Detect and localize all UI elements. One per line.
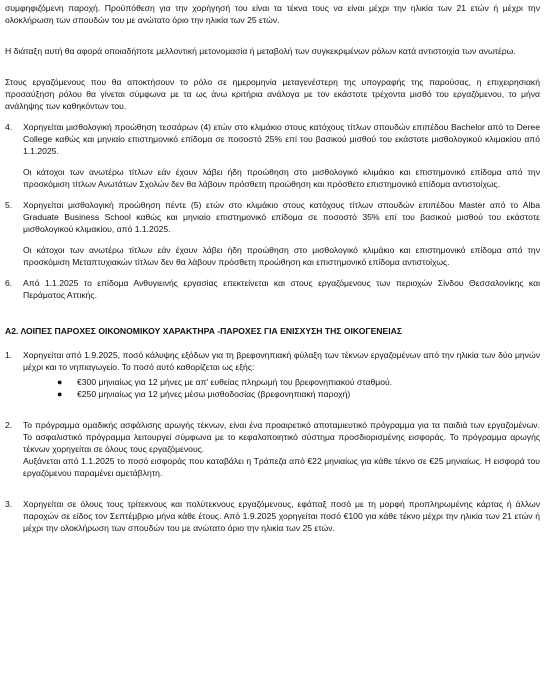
list-item-text: Από 1.1.2025 το επίδομα Ανθυγιεινής εργασίας επεκτείνεται και στους εργαζόμενους των περιοχών Σίνδου Θεσσαλονίκης και Περάματος Αττικής. <box>23 278 540 300</box>
list-number: 6. <box>5 278 13 288</box>
list-number: 4. <box>5 122 13 132</box>
list-item-note: Οι κάτοχοι των ανωτέρω τίτλων εάν έχουν λάβει ήδη προώθηση στο μισθολογικό κλιμάκιο και επιστημονικό επίδομα από την προσκόμιση Μεταπτυχιακών τίτλων δεν θα λάβουν πρόσθετη προώθηση και επιστημονικό επίδομα αντιστοίχως. <box>23 245 540 267</box>
list-item-text: Χορηγείται μισθολογική προώθηση τεσσάρων (4) ετών στο κλιμάκιο στους κατόχους τίτλων σπουδών επιπέδου Bachelor από το Deree College καθώς και μηνιαίο επιστημονικό επίδομα σε ποσοστό 25% επί του βασικού μισθού του εκάστοτε μισθολογικού κλιμακίου από 1.1.2025. <box>23 122 540 156</box>
list-item-text: Χορηγείται σε όλους τους τρίτεκνους και πολύτεκνους εργαζόμενους, εφάπαξ ποσό με τη μορφή προπληρωμένης κάρτας ή άλλων παροχών σε είδος τον Σεπτέμβριο μήνα κάθε έτους. Από 1.9.2025 χορηγείται ποσό €100 για κάθε τέκνο μέχρι την ηλικία των 21 ετών ή μέχρι την ολοκλήρωση των σπουδών του με ανώτατο όριο την ηλικία των 25 ετών. <box>23 499 540 533</box>
list-item-note: Οι κάτοχοι των ανωτέρω τίτλων εάν έχουν λάβει ήδη προώθηση στο μισθολογικό κλιμάκιο και επιστημονικό επίδομα από την προσκόμιση τίτλων Ανωτάτων Σχολών δεν θα λάβουν πρόσθετη προώθηση και πρόσθετο επιστημονικό επίδομα αντιστοίχως. <box>23 167 540 189</box>
bullet-icon: ● <box>57 389 63 399</box>
bullet-item: ● €300 μηνιαίως για 12 μήνες με απ' ευθείας πληρωμή του βρεφονηπιακού σταθμού. <box>57 377 393 387</box>
list-item-6 <box>5 277 540 301</box>
intro-paragraph-2: Η διάταξη αυτή θα αφορά οποιαδήποτε μελλοντική μετονομασία ή μεταβολή των συγκεκριμένων ρόλων κατά αντιστοιχία των ανωτέρω. <box>5 46 516 56</box>
section-item-2 <box>5 419 540 479</box>
list-item-4 <box>5 121 540 190</box>
section-item-1 <box>5 349 540 400</box>
list-number: 2. <box>5 420 13 430</box>
bullet-item: ● €250 μηνιαίως για 12 μήνες μέσω μισθοδοσίας (βρεφονηπιακή παροχή) <box>57 389 351 399</box>
list-item-5 <box>5 199 540 268</box>
list-item-text: Χορηγείται από 1.9.2025, ποσό κάλυψης εξόδων για τη βρεφονηπιακή φύλαξη των τέκνων εργαζομένων από την ηλικία των δύο μηνών μέχρι και το νηπιαγωγείο. Το ποσό αυτό καθορίζεται ως εξής: <box>23 350 540 372</box>
list-number: 3. <box>5 499 13 509</box>
list-number: 1. <box>5 350 13 360</box>
list-item-text: Χορηγείται μισθολογική προώθηση πέντε (5) ετών στο κλιμάκιο στους κατόχους τίτλων σπουδών επιπέδου Master από το Alba Graduate Business School καθώς και μηνιαίο επιστημονικό επίδομα σε ποσοστό 35% επί του βασικού μισθού του εκάστοτε μισθολογικού κλιμακίου, από 1.1.2025. <box>23 200 540 234</box>
list-item-text: Το πρόγραμμα ομαδικής ασφάλισης αρωγής τέκνων, είναι ένα προαιρετικό αποταμιευτικό πρόγραμμα για τα παιδιά των εργαζομένων. Το ασφαλιστικό πρόγραμμα λειτουργεί σύμφωνα με το κεφαλοποιητικό σύστημα προσδιορισμένης εισφοράς. Το πρόγραμμα αρωγής τέκνων χορηγείται σε όλους τους εργαζόμενους. <box>23 420 540 454</box>
section-item-3 <box>5 498 540 534</box>
list-item-text-continued: Αυξάνεται από 1.1.2025 το ποσό εισφοράς που καταβάλει η Τράπεζα από €22 μηνιαίως για κάθε τέκνο σε €25 μηνιαίως. Η εισφορά του εργαζόμενου παραμένει αμετάβλητη. <box>23 456 540 478</box>
section-heading: Α2. ΛΟΙΠΕΣ ΠΑΡΟΧΕΣ ΟΙΚΟΝΟΜΙΚΟΥ ΧΑΡΑΚΤΗΡΑ -ΠΑΡΟΧΕΣ ΓΙΑ ΕΝΙΣΧΥΣΗ ΤΗΣ ΟΙΚΟΓΕΝΕΙΑΣ <box>5 326 403 336</box>
intro-paragraph-3: Στους εργαζόμενους που θα αποκτήσουν το ρόλο σε ημερομηνία μεταγενέστερη της υπογραφής της παρούσας, η επιχειρησιακή προσαύξηση ρόλου θα γίνεται σύμφωνα με τα ως άνω κριτήρια ανάλογα με τον εκάστοτε τρέχοντα μισθό του εργαζόμενου, το μήνα ανάληψης των καθηκόντων του. <box>5 77 540 111</box>
bullet-icon: ● <box>57 377 63 387</box>
intro-paragraph-1: συμφηφιζόμενη παροχή. Προϋπόθεση για την χορήγησή του είναι τα τέκνα τους να είναι μέχρι την ηλικία των 21 ετών ή μέχρι την ολοκλήρωση των σπουδών του με ανώτατο όριο την ηλικία των 25 ετών. <box>5 3 540 25</box>
bullet-list <box>23 376 540 400</box>
list-number: 5. <box>5 200 13 210</box>
